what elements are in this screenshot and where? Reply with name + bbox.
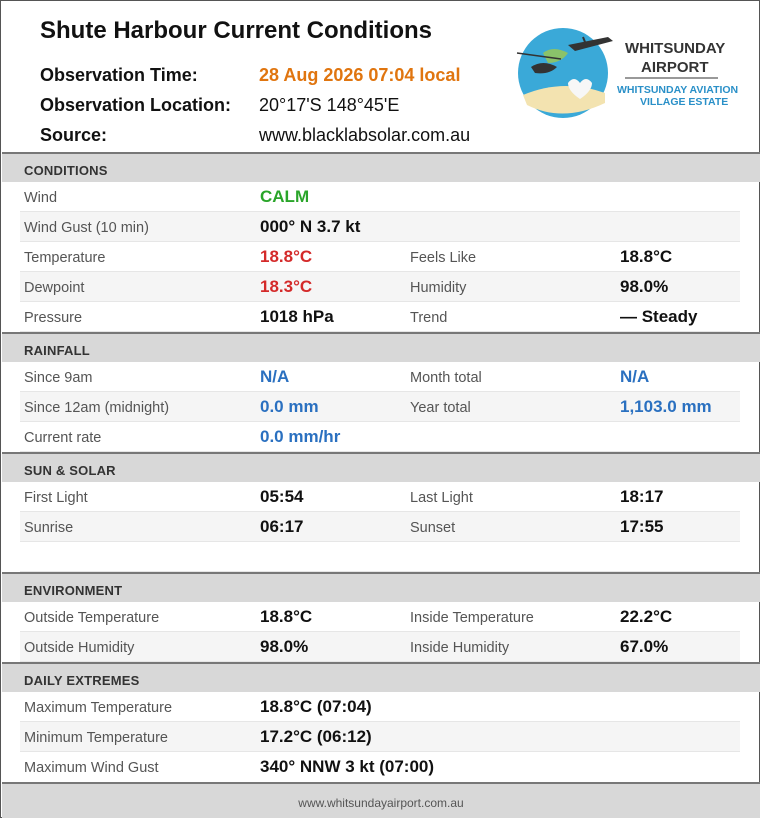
temperature-value: 18.8°C bbox=[260, 247, 313, 266]
section-extremes bbox=[2, 662, 760, 692]
last-light-label: Last Light bbox=[410, 490, 473, 506]
max-wind-gust-label: Maximum Wind Gust bbox=[24, 760, 159, 776]
max-temperature-value: 18.8°C (07:04) bbox=[260, 697, 372, 716]
min-temperature-value: 17.2°C (06:12) bbox=[260, 727, 372, 746]
max-temperature-label: Maximum Temperature bbox=[24, 700, 173, 716]
wind-gust-label: Wind Gust (10 min) bbox=[24, 220, 149, 236]
row-since-midnight bbox=[20, 392, 740, 422]
feels-like-label: Feels Like bbox=[410, 250, 477, 266]
row-humidities bbox=[20, 632, 740, 662]
source-label: Source: bbox=[40, 125, 108, 145]
min-temperature-label: Minimum Temperature bbox=[24, 730, 168, 746]
row-dewpoint bbox=[20, 272, 740, 302]
footer-url[interactable]: www.whitsundayairport.com.au bbox=[298, 796, 464, 810]
current-rate-label: Current rate bbox=[24, 430, 102, 446]
section-rainfall-heading: RAINFALL bbox=[24, 343, 90, 358]
row-pressure bbox=[20, 302, 740, 332]
source-value: www.blacklabsolar.com.au bbox=[259, 125, 471, 145]
inside-humidity-value: 67.0% bbox=[620, 637, 669, 656]
temperature-label: Temperature bbox=[24, 250, 106, 266]
row-sunrise bbox=[20, 512, 740, 542]
wind-label: Wind bbox=[24, 190, 58, 206]
year-total-value: 1,103.0 mm bbox=[620, 397, 712, 416]
row-since-9am bbox=[20, 362, 740, 392]
observation-location-label: Observation Location: bbox=[40, 95, 232, 115]
last-light-value: 18:17 bbox=[620, 487, 664, 506]
section-extremes-heading: DAILY EXTREMES bbox=[24, 673, 140, 688]
year-total-label: Year total bbox=[410, 400, 471, 416]
first-light-label: First Light bbox=[24, 490, 88, 506]
trend-label: Trend bbox=[410, 310, 448, 326]
humidity-value: 98.0% bbox=[620, 277, 669, 296]
humidity-label: Humidity bbox=[410, 280, 467, 296]
section-conditions bbox=[2, 152, 760, 182]
logo-line2: AIRPORT bbox=[641, 59, 709, 76]
inside-temperature-label: Inside Temperature bbox=[410, 610, 534, 626]
wind-gust-value: 000° N 3.7 kt bbox=[260, 217, 361, 236]
section-rainfall bbox=[2, 332, 760, 362]
month-total-value: N/A bbox=[620, 367, 650, 386]
observation-time-label: Observation Time: bbox=[40, 65, 198, 85]
row-max-wind-gust bbox=[20, 752, 740, 782]
dewpoint-label: Dewpoint bbox=[24, 280, 85, 296]
dewpoint-value: 18.3°C bbox=[260, 277, 313, 296]
since-midnight-label: Since 12am (midnight) bbox=[24, 400, 170, 416]
row-wind bbox=[20, 182, 740, 212]
sunrise-value: 06:17 bbox=[260, 517, 304, 536]
row-wind-gust bbox=[20, 212, 740, 242]
pressure-label: Pressure bbox=[24, 310, 83, 326]
outside-humidity-label: Outside Humidity bbox=[24, 640, 135, 656]
row-temperature bbox=[20, 242, 740, 272]
section-conditions-heading: CONDITIONS bbox=[24, 163, 108, 178]
sunrise-label: Sunrise bbox=[24, 520, 74, 536]
section-environment bbox=[2, 572, 760, 602]
footer bbox=[2, 782, 760, 818]
logo-line1: WHITSUNDAY bbox=[625, 40, 726, 57]
section-solar bbox=[2, 452, 760, 482]
whitsunday-airport-logo bbox=[513, 23, 738, 123]
row-first-light bbox=[20, 482, 740, 512]
month-total-label: Month total bbox=[410, 370, 482, 386]
max-wind-gust-value: 340° NNW 3 kt (07:00) bbox=[260, 757, 435, 776]
page-title: Shute Harbour Current Conditions bbox=[40, 17, 432, 44]
row-temperatures bbox=[20, 602, 740, 632]
sunset-label: Sunset bbox=[410, 520, 456, 536]
inside-temperature-value: 22.2°C bbox=[620, 607, 673, 626]
sunset-value: 17:55 bbox=[620, 517, 664, 536]
observation-time-value: 28 Aug 2026 07:04 local bbox=[259, 65, 461, 85]
since-9am-label: Since 9am bbox=[24, 370, 93, 386]
section-environment-heading: ENVIRONMENT bbox=[24, 583, 123, 598]
row-current-rate bbox=[20, 422, 740, 452]
inside-humidity-label: Inside Humidity bbox=[410, 640, 510, 656]
section-solar-heading: SUN & SOLAR bbox=[24, 463, 116, 478]
since-9am-value: N/A bbox=[260, 367, 290, 386]
trend-value: — Steady bbox=[620, 307, 698, 326]
feels-like-value: 18.8°C bbox=[620, 247, 673, 266]
observation-location-value: 20°17'S 148°45'E bbox=[259, 95, 400, 115]
row-max-temperature bbox=[20, 692, 740, 722]
current-rate-value: 0.0 mm/hr bbox=[260, 427, 341, 446]
row-min-temperature bbox=[20, 722, 740, 752]
row-spacer bbox=[20, 542, 740, 572]
outside-humidity-value: 98.0% bbox=[260, 637, 309, 656]
logo-line4: VILLAGE ESTATE bbox=[640, 96, 729, 108]
wind-value: CALM bbox=[260, 187, 310, 206]
since-midnight-value: 0.0 mm bbox=[260, 397, 319, 416]
logo-line3: WHITSUNDAY AVIATION bbox=[617, 84, 738, 96]
outside-temperature-value: 18.8°C bbox=[260, 607, 313, 626]
pressure-value: 1018 hPa bbox=[260, 307, 334, 326]
outside-temperature-label: Outside Temperature bbox=[24, 610, 160, 626]
first-light-value: 05:54 bbox=[260, 487, 304, 506]
